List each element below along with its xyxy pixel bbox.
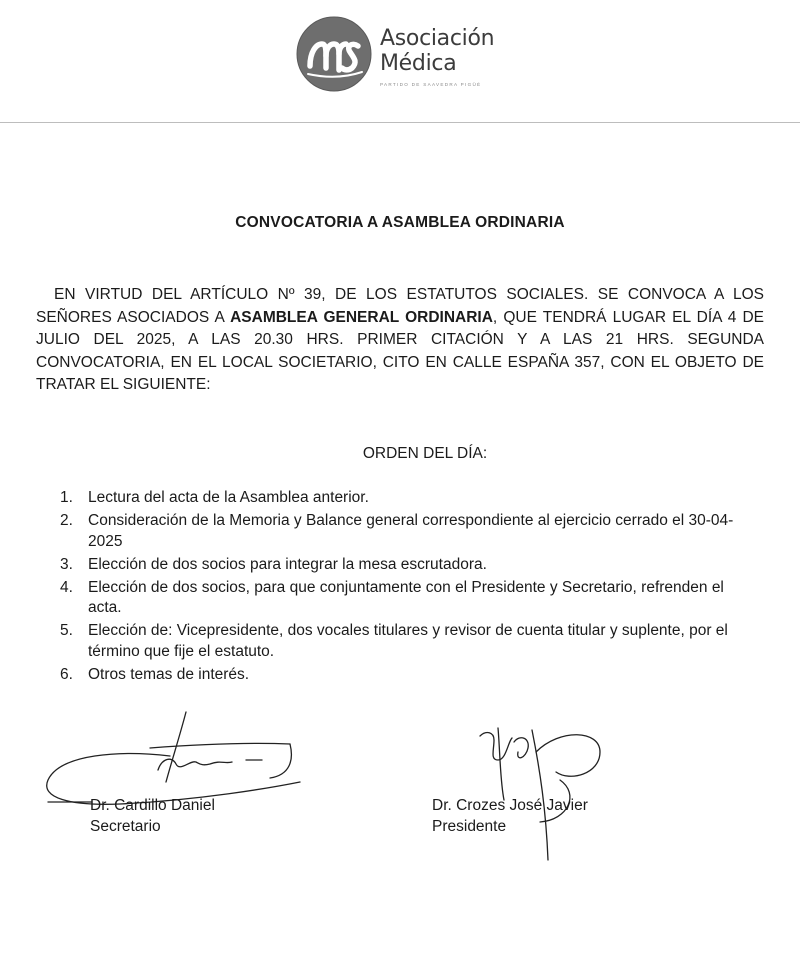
agenda-item: 1. Lectura del acta de la Asamblea anterior. bbox=[60, 489, 369, 506]
agenda-list bbox=[56, 488, 756, 688]
agenda-item: 6. Otros temas de interés. bbox=[60, 665, 250, 683]
logo-mark-icon bbox=[296, 16, 372, 92]
org-tagline: PARTIDO DE SAAVEDRA PIGÜÉ bbox=[380, 82, 482, 87]
president-signature-block bbox=[432, 795, 588, 837]
logo-text bbox=[380, 26, 494, 87]
handwritten-signatures bbox=[0, 690, 800, 870]
president-signature bbox=[480, 728, 600, 860]
header-divider bbox=[0, 122, 800, 123]
org-name-line2: Médica bbox=[380, 51, 457, 76]
org-name-line1: Asociación bbox=[380, 26, 495, 51]
secretary-role: Secretario bbox=[90, 818, 161, 835]
intro-text-bold: ASAMBLEA GENERAL ORDINARIA bbox=[230, 308, 493, 326]
president-name: Dr. Crozes José Javier bbox=[432, 797, 588, 814]
intro-paragraph bbox=[36, 284, 764, 397]
order-of-day-title: ORDEN DEL DÍA: bbox=[362, 445, 488, 462]
agenda-item: 3. Elección de dos socios para integrar la mesa escrutadora. bbox=[60, 555, 487, 573]
secretary-name: Dr. Cardillo Daniel bbox=[90, 797, 215, 814]
agenda-item: 2. Consideración de la Memoria y Balance general correspondiente al ejercicio cerrado el 30-04-2025 bbox=[60, 512, 734, 550]
agenda-item: 4. Elección de dos socios, para que conjuntamente con el Presidente y Secretario, refrenden el acta. bbox=[60, 578, 724, 616]
organization-logo bbox=[296, 16, 526, 96]
document-title: CONVOCATORIA A ASAMBLEA ORDINARIA bbox=[235, 214, 565, 231]
secretary-signature bbox=[47, 712, 300, 804]
agenda-item: 5. Elección de: Vicepresidente, dos vocales titulares y revisor de cuenta titular y suplente, por el término que fije el estatuto. bbox=[60, 622, 728, 660]
president-role: Presidente bbox=[432, 818, 507, 835]
intro-text-part1: EN VIRTUD DEL ARTÍCULO Nº 39, DE LOS ESTATUTOS SOCIALES. SE CONVOCA A LOS SEÑORES ASOCIADOS A bbox=[36, 286, 764, 326]
secretary-signature-block bbox=[90, 795, 215, 837]
intro-text-part2: , QUE TENDRÁ LUGAR EL DÍA 4 DE JULIO DEL 2025, A LAS 20.30 HRS. PRIMER CITACIÓN Y A LAS 21 HRS. SEGUNDA CONVOCATORIA, EN EL LOCAL SOCIETARIO, CITO EN CALLE ESPAÑA 357, CON EL OBJETO DE TRATAR EL SIGUIENTE: bbox=[36, 308, 764, 393]
